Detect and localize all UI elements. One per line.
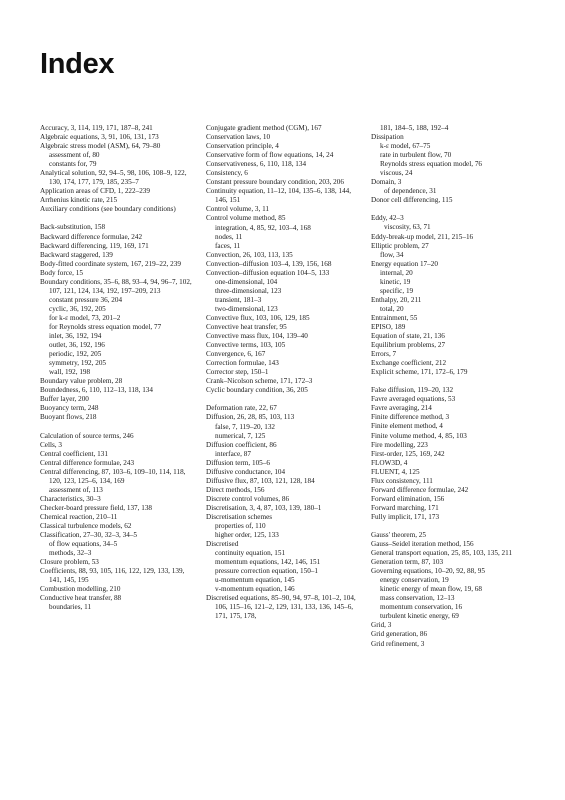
index-entry: False diffusion, 119–20, 132: [371, 386, 454, 395]
index-entry: Backward staggered, 139: [40, 250, 113, 259]
index-column-2: [206, 124, 364, 631]
index-entry: Governing equations, 10–20, 92, 88, 95: [371, 567, 485, 576]
index-subentry: u-momentum equation, 145: [215, 576, 295, 585]
index-subentry: constant pressure 36, 204: [49, 295, 123, 304]
index-entry: Elliptic problem, 27: [371, 241, 429, 250]
index-subentry: faces, 11: [215, 241, 241, 250]
index-entry: Application areas of CFD, 1, 222–239: [40, 187, 150, 196]
index-entry: Diffusive flux, 87, 103, 121, 128, 184: [206, 476, 315, 485]
index-entry: Corrector step, 150–1: [206, 368, 269, 377]
index-entry: Arrhenius kinetic rate, 215: [40, 196, 118, 205]
index-letter-group: [206, 124, 364, 395]
index-subentry: wall, 192, 198: [49, 368, 91, 377]
index-entry: Convection–diffusion equation 104–5, 133: [206, 268, 330, 277]
index-subentry: constants for, 79: [49, 160, 97, 169]
index-subentry: of flow equations, 34–5: [49, 540, 118, 549]
index-column-1: [40, 124, 198, 621]
index-subentry: numerical, 7, 125: [215, 431, 266, 440]
index-entry: Correction formulae, 143: [206, 359, 279, 368]
index-entry: Constant pressure boundary condition, 203, 206: [206, 178, 344, 187]
index-entry: Coefficients, 88, 93, 105, 116, 122, 129, 133, 139, 141, 145, 195: [40, 567, 185, 585]
index-subentry: methods, 32–3: [49, 549, 92, 558]
index-entry: Grid refinement, 3: [371, 639, 425, 648]
index-entry: Flux consistency, 111: [371, 476, 433, 485]
index-subentry: Reynolds stress equation model, 76: [380, 160, 483, 169]
index-letter-group: [371, 214, 529, 377]
index-subentry: nodes, 11: [215, 232, 243, 241]
index-entry: Convective flux, 103, 106, 129, 185: [206, 313, 310, 322]
index-entry: Control volume, 3, 11: [206, 205, 270, 214]
index-subentry: flow, 34: [380, 250, 404, 259]
index-entry: Algebraic equations, 3, 91, 106, 131, 173: [40, 133, 159, 142]
index-subentry: viscous, 24: [380, 169, 413, 178]
index-subentry: mass conservation, 12–13: [380, 594, 455, 603]
index-entry: Classical turbulence models, 62: [40, 521, 132, 530]
index-entry: Donor cell differencing, 115: [371, 196, 453, 205]
index-subentry: total, 20: [380, 304, 404, 313]
index-subentry: higher order, 125, 133: [215, 531, 279, 540]
index-letter-group: [40, 124, 198, 214]
index-subentry: for k-ε model, 73, 201–2: [49, 313, 121, 322]
index-entry: Crank–Nicolson scheme, 171, 172–3: [206, 377, 313, 386]
index-entry: Closure problem, 53: [40, 558, 99, 567]
index-entry: Cyclic boundary condition, 36, 205: [206, 386, 308, 395]
index-entry: Diffusion term, 105–6: [206, 458, 270, 467]
index-entry: Accuracy, 3, 114, 119, 171, 187–8, 241: [40, 124, 153, 132]
index-entry: Finite element method, 4: [371, 422, 443, 431]
index-subentry: kinetic, 19: [380, 277, 411, 286]
index-entry: Grid, 3: [371, 621, 392, 630]
index-entry: Central difference formulae, 243: [40, 458, 135, 467]
index-subentry: rate in turbulent flow, 70: [380, 151, 452, 160]
index-entry: Analytical solution, 92, 94–5, 98, 106, 108–9, 122, 130, 174, 177, 179, 185, 235–7: [40, 169, 187, 187]
index-entry: Convection–diffusion 103–4, 139, 156, 168: [206, 259, 332, 268]
index-entry: Discrete control volumes, 86: [206, 494, 290, 503]
index-subentry: momentum equations, 142, 146, 151: [215, 558, 321, 567]
index-entry: First-order, 125, 169, 242: [371, 449, 445, 458]
index-subentry: symmetry, 192, 205: [49, 359, 107, 368]
index-entry: Backward differencing, 119, 169, 171: [40, 241, 149, 250]
index-entry: Eddy, 42–3: [371, 214, 404, 223]
index-entry: Direct methods, 156: [206, 485, 265, 494]
index-entry: Boundary conditions, 35–6, 88, 93–4, 94, 96–7, 102, 107, 121, 124, 134, 192, 197–209, 213: [40, 277, 192, 295]
index-entry: Back-substitution, 158: [40, 223, 106, 232]
index-entry: General transport equation, 25, 85, 103, 135, 211: [371, 549, 513, 558]
index-entry: Characteristics, 30–3: [40, 494, 101, 503]
index-entry: Body-fitted coordinate system, 167, 219–22, 239: [40, 259, 181, 268]
index-entry: Central differencing, 87, 103–6, 109–10, 114, 118, 120, 123, 125–6, 134, 169: [40, 467, 186, 485]
index-entry: Algebraic stress model (ASM), 64, 79–80: [40, 142, 161, 151]
index-entry: Fully implicit, 171, 173: [371, 512, 440, 521]
index-subentry: two-dimensional, 123: [215, 304, 278, 313]
index-entry: Chemical reaction, 210–11: [40, 512, 118, 521]
index-entry: Buffer layer, 200: [40, 395, 89, 404]
index-entry: Discretisation schemes: [206, 512, 273, 521]
index-entry: Boundedness, 6, 110, 112–13, 118, 134: [40, 386, 153, 395]
index-entry: Eddy-break-up model, 211, 215–16: [371, 232, 474, 241]
index-entry: Diffusion coefficient, 86: [206, 440, 277, 449]
index-entry: Fire modelling, 223: [371, 440, 428, 449]
index-entry: Finite difference method, 3: [371, 413, 450, 422]
index-entry: Discretised: [206, 540, 239, 549]
index-entry: Forward marching, 171: [371, 503, 439, 512]
index-letter-group: [40, 223, 198, 422]
index-entry: Equilibrium problems, 27: [371, 341, 446, 350]
index-entry: Convective mass flux, 104, 139–40: [206, 332, 308, 341]
index-entry: Equation of state, 21, 136: [371, 332, 445, 341]
index-entry: Dissipation: [371, 133, 404, 142]
index-entry: Generation term, 87, 103: [371, 558, 444, 567]
index-subentry: false, 7, 119–20, 132: [215, 422, 276, 431]
index-subentry: continuity equation, 151: [215, 549, 286, 558]
index-entry: Conductive heat transfer, 88: [40, 594, 122, 603]
index-entry: Backward difference formulae, 242: [40, 232, 143, 241]
index-entry: Discretisation, 3, 4, 87, 103, 139, 180–1: [206, 503, 322, 512]
index-entry: Gauss–Seidel iteration method, 156: [371, 540, 474, 549]
index-entry: Convective heat transfer, 95: [206, 323, 287, 332]
index-subentry: 181, 184–5, 188, 192–4: [380, 124, 449, 132]
index-subentry: three-dimensional, 123: [215, 286, 282, 295]
index-subentry: energy conservation, 19: [380, 576, 449, 585]
index-entry: Diffusive conductance, 104: [206, 467, 286, 476]
index-subentry: inlet, 36, 192, 194: [49, 332, 102, 341]
index-entry: Checker-board pressure field, 137, 138: [40, 503, 153, 512]
index-entry: Finite volume method, 4, 85, 103: [371, 431, 467, 440]
index-entry: Domain, 3: [371, 178, 402, 187]
index-subentry: specific, 19: [380, 286, 414, 295]
index-entry: Deformation rate, 22, 67: [206, 404, 277, 413]
index-entry: Favre averaging, 214: [371, 404, 432, 413]
index-entry: Enthalpy, 20, 211: [371, 295, 422, 304]
index-subentry: boundaries, 11: [49, 603, 92, 612]
index-entry: Favre averaged equations, 53: [371, 395, 456, 404]
index-letter-group: [371, 124, 529, 205]
index-subentry: assessment of, 80: [49, 151, 100, 160]
index-entry: Grid generation, 86: [371, 630, 428, 639]
index-subentry: viscosity, 63, 71: [384, 223, 431, 232]
index-subentry: interface, 87: [215, 449, 251, 458]
index-subentry: v-momentum equation, 146: [215, 585, 295, 594]
index-entry: Gauss' theorem, 25: [371, 530, 426, 539]
index-subentry: pressure correction equation, 150–1: [215, 567, 318, 576]
index-entry: Conservation laws, 10: [206, 133, 271, 142]
index-entry: EPISO, 189: [371, 322, 406, 331]
index-entry: Errors, 7: [371, 350, 397, 359]
index-entry: Conservative form of flow equations, 14, 24: [206, 151, 334, 160]
index-entry: Calculation of source terms, 246: [40, 431, 134, 440]
index-subentry: properties of, 110: [215, 522, 266, 531]
index-entry: Boundary value problem, 28: [40, 377, 123, 386]
index-entry: Buoyancy term, 248: [40, 404, 99, 413]
index-entry: Conservation principle, 4: [206, 142, 279, 151]
index-entry: Explicit scheme, 171, 172–6, 179: [371, 368, 468, 377]
index-entry: Consistency, 6: [206, 169, 248, 178]
index-letter-group: [40, 432, 198, 613]
index-subentry: integration, 4, 85, 92, 103–4, 168: [215, 223, 311, 232]
index-entry: Conjugate gradient method (CGM), 167: [206, 124, 322, 132]
index-entry: Diffusion, 26, 28, 85, 103, 113: [206, 413, 295, 422]
index-letter-group: [371, 531, 529, 649]
index-letter-group: [206, 404, 364, 621]
index-subentry: cyclic, 36, 192, 205: [49, 304, 106, 313]
index-entry: Control volume method, 85: [206, 214, 286, 223]
index-entry: Forward elimination, 156: [371, 494, 445, 503]
index-entry: Body force, 15: [40, 268, 83, 277]
index-subentry: one-dimensional, 104: [215, 277, 278, 286]
page-title: Index: [40, 48, 115, 80]
index-subentry: turbulent kinetic energy, 69: [380, 612, 459, 621]
index-entry: Forward difference formulae, 242: [371, 485, 469, 494]
index-entry: Entrainment, 55: [371, 313, 418, 322]
index-subentry: internal, 20: [380, 268, 413, 277]
index-entry: Convective terms, 103, 105: [206, 341, 286, 350]
index-entry: Energy equation 17–20: [371, 259, 438, 268]
index-subentry: for Reynolds stress equation model, 77: [49, 322, 162, 331]
index-entry: Convection, 26, 103, 113, 135: [206, 250, 293, 259]
index-entry: Discretised equations, 85–90, 94, 97–8, 101–2, 104, 106, 115–16, 121–2, 129, 131, 133, 136, 145–6, 171, 175, 178,: [206, 594, 356, 621]
index-subentry: momentum conservation, 16: [380, 603, 463, 612]
index-subentry: kinetic energy of mean flow, 19, 68: [380, 585, 482, 594]
index-entry: Central coefficient, 131: [40, 449, 108, 458]
index-entry: Conservativeness, 6, 110, 118, 134: [206, 160, 307, 169]
index-subentry: outlet, 36, 192, 196: [49, 341, 105, 350]
index-entry: Combustion modelling, 210: [40, 585, 121, 594]
index-entry: Convergence, 6, 167: [206, 350, 266, 359]
index-subentry: periodic, 192, 205: [49, 350, 102, 359]
index-subentry: transient, 181–3: [215, 295, 262, 304]
index-entry: Exchange coefficient, 212: [371, 359, 447, 368]
index-entry: Cells, 3: [40, 440, 62, 449]
index-entry: Buoyant flows, 218: [40, 413, 97, 422]
index-entry: Continuity equation, 11–12, 104, 135–6, 138, 144, 146, 151: [206, 187, 352, 205]
index-entry: FLOW3D, 4: [371, 458, 408, 467]
index-letter-group: [371, 386, 529, 522]
index-entry: Classification, 27–30, 32–3, 34–5: [40, 531, 138, 540]
index-column-3: [371, 124, 529, 658]
index-entry: Auxiliary conditions (see boundary conditions): [40, 205, 176, 214]
index-entry: FLUENT, 4, 125: [371, 467, 420, 476]
index-subentry: of dependence, 31: [384, 187, 437, 196]
index-subentry: assessment of, 113: [49, 485, 103, 494]
index-subentry: k-ε model, 67–75: [380, 142, 431, 151]
